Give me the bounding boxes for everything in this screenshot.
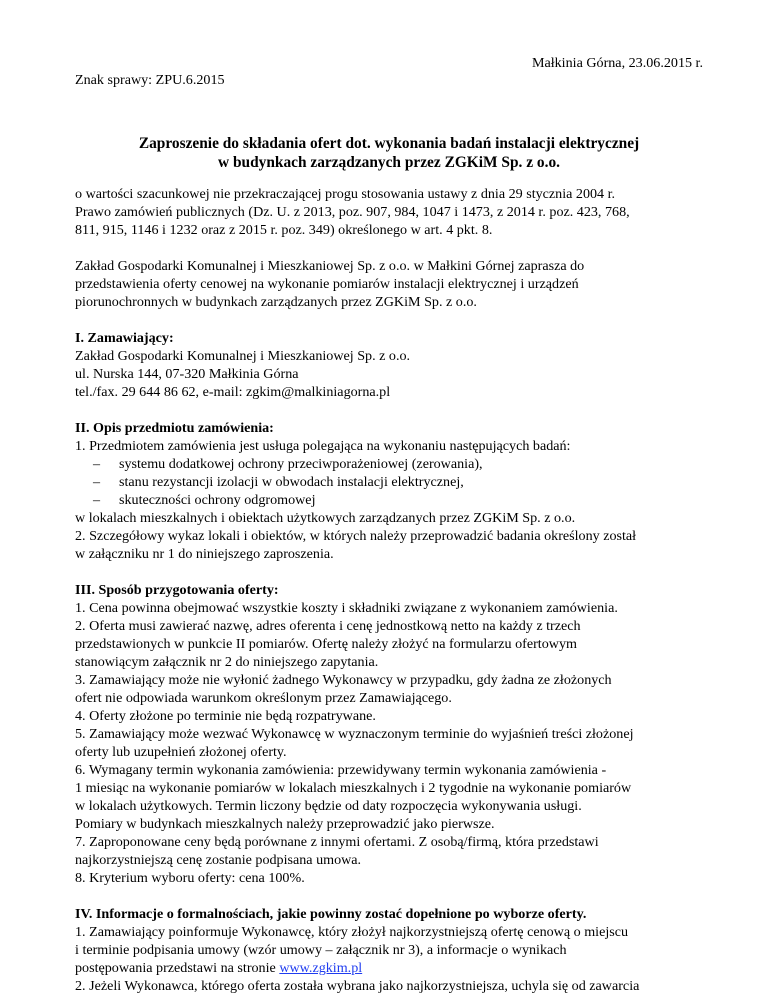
section-line: ofert nie odpowiada warunkom określonym przez Zamawiającego.: [75, 690, 452, 706]
list-item: – stanu rezystancji izolacji w obwodach instalacji elektrycznej,: [93, 474, 464, 490]
list-item: – skuteczności ochrony odgromowej: [93, 492, 316, 508]
section-line: 1. Zamawiający poinformuje Wykonawcę, który złożył najkorzystniejszą ofertę cenową o miejscu: [75, 924, 629, 940]
intro-line: Zakład Gospodarki Komunalnej i Mieszkaniowej Sp. z o.o. w Małkini Górnej zaprasza do: [75, 258, 585, 274]
section-line: Zakład Gospodarki Komunalnej i Mieszkaniowej Sp. z o.o.: [75, 348, 411, 364]
section-line: ul. Nurska 144, 07-320 Małkinia Górna: [75, 366, 299, 382]
section-line: 1. Cena powinna obejmować wszystkie koszty i składniki związane z wykonaniem zamówienia.: [75, 600, 618, 616]
section-line: oferty lub uzupełnień złożonej oferty.: [75, 744, 287, 760]
place-date: Małkinia Górna, 23.06.2015 r.: [531, 55, 703, 71]
section-line: najkorzystniejszą cenę zostanie podpisana umowa.: [75, 852, 362, 868]
section-line: postępowania przedstawi na stronie www.zgkim.pl: [75, 960, 363, 976]
section-line: w lokalach użytkowych. Termin liczony będzie od daty rozpoczęcia wykonywania usługi.: [75, 798, 582, 814]
section-line: 1. Przedmiotem zamówienia jest usługa polegająca na wykonaniu następujących badań:: [75, 438, 571, 454]
document-title: [75, 134, 703, 172]
section-line: tel./fax. 29 644 86 62, e-mail: zgkim@malkiniagorna.pl: [75, 384, 391, 400]
section-line: 2. Oferta musi zawierać nazwę, adres oferenta i cenę jednostkową netto na każdy z trzech: [75, 618, 581, 634]
website-link[interactable]: www.zgkim.pl: [279, 960, 363, 976]
title-line: Zaproszenie do składania ofert dot. wykonania badań instalacji elektrycznej: [138, 135, 640, 152]
section-line: stanowiącym załącznik nr 2 do niniejszego zapytania.: [75, 654, 379, 670]
dash-bullet: –: [93, 492, 101, 508]
intro-line: przedstawienia oferty cenowej na wykonanie pomiarów instalacji elektrycznej i urządzeń: [75, 276, 579, 292]
section-line: Pomiary w budynkach mieszkalnych należy przeprowadzić jako pierwsze.: [75, 816, 495, 832]
section-line: 6. Wymagany termin wykonania zamówienia: przewidywany termin wykonania zamówienia -: [75, 762, 607, 778]
section-line: 2. Jeżeli Wykonawca, którego oferta została wybrana jako najkorzystniejsza, uchyla się od zawarcia: [75, 978, 640, 994]
intro-line: 811, 915, 1146 i 1232 oraz z 2015 r. poz. 349) określonego w art. 4 pkt. 8.: [75, 222, 493, 238]
section-heading: IV. Informacje o formalnościach, jakie powinny zostać dopełnione po wyborze oferty.: [75, 906, 587, 922]
intro-line: Prawo zamówień publicznych (Dz. U. z 2013, poz. 907, 984, 1047 i 1473, z 2014 r. poz. 423, 768,: [75, 204, 630, 220]
section-line: w załączniku nr 1 do niniejszego zaproszenia.: [75, 546, 334, 562]
reference-number: Znak sprawy: ZPU.6.2015: [75, 72, 225, 88]
section-heading: I. Zamawiający:: [75, 330, 174, 346]
section-line: 8. Kryterium wyboru oferty: cena 100%.: [75, 870, 305, 886]
section-heading: II. Opis przedmiotu zamówienia:: [75, 420, 274, 436]
section-line: przedstawionych w punkcie II pomiarów. Ofertę należy złożyć na formularzu ofertowym: [75, 636, 577, 652]
section-line: 1 miesiąc na wykonanie pomiarów w lokalach mieszkalnych i 2 tygodnie na wykonanie pomiarów: [75, 780, 632, 796]
section-line: 5. Zamawiający może wezwać Wykonawcę w wyznaczonym terminie do wyjaśnień treści złożonej: [75, 726, 634, 742]
dash-bullet: –: [93, 456, 101, 472]
section-heading: III. Sposób przygotowania oferty:: [75, 582, 279, 598]
intro-line: o wartości szacunkowej nie przekraczającej progu stosowania ustawy z dnia 29 stycznia 2004 r.: [75, 186, 616, 202]
list-item: – systemu dodatkowej ochrony przeciwporażeniowej (zerowania),: [93, 456, 483, 472]
section-line: w lokalach mieszkalnych i obiektach użytkowych zarządzanych przez ZGKiM Sp. z o.o.: [75, 510, 576, 526]
section-line: 4. Oferty złożone po terminie nie będą rozpatrywane.: [75, 708, 376, 724]
dash-bullet: –: [93, 474, 101, 490]
section-line: i terminie podpisania umowy (wzór umowy – załącznik nr 3), a informacje o wynikach: [75, 942, 567, 958]
section-line: 7. Zaproponowane ceny będą porównane z innymi ofertami. Z osobą/firmą, która przedstawi: [75, 834, 599, 850]
intro-line: piorunochronnych w budynkach zarządzanych przez ZGKiM Sp. z o.o.: [75, 294, 477, 310]
section-line: 3. Zamawiający może nie wyłonić żadnego Wykonawcy w przypadku, gdy żadna ze złożonych: [75, 672, 612, 688]
document-body: [75, 185, 703, 995]
section-line: 2. Szczegółowy wykaz lokali i obiektów, w których należy przeprowadzić badania określony został: [75, 528, 637, 544]
title-line: w budynkach zarządzanych przez ZGKiM Sp. z o.o.: [217, 154, 561, 171]
